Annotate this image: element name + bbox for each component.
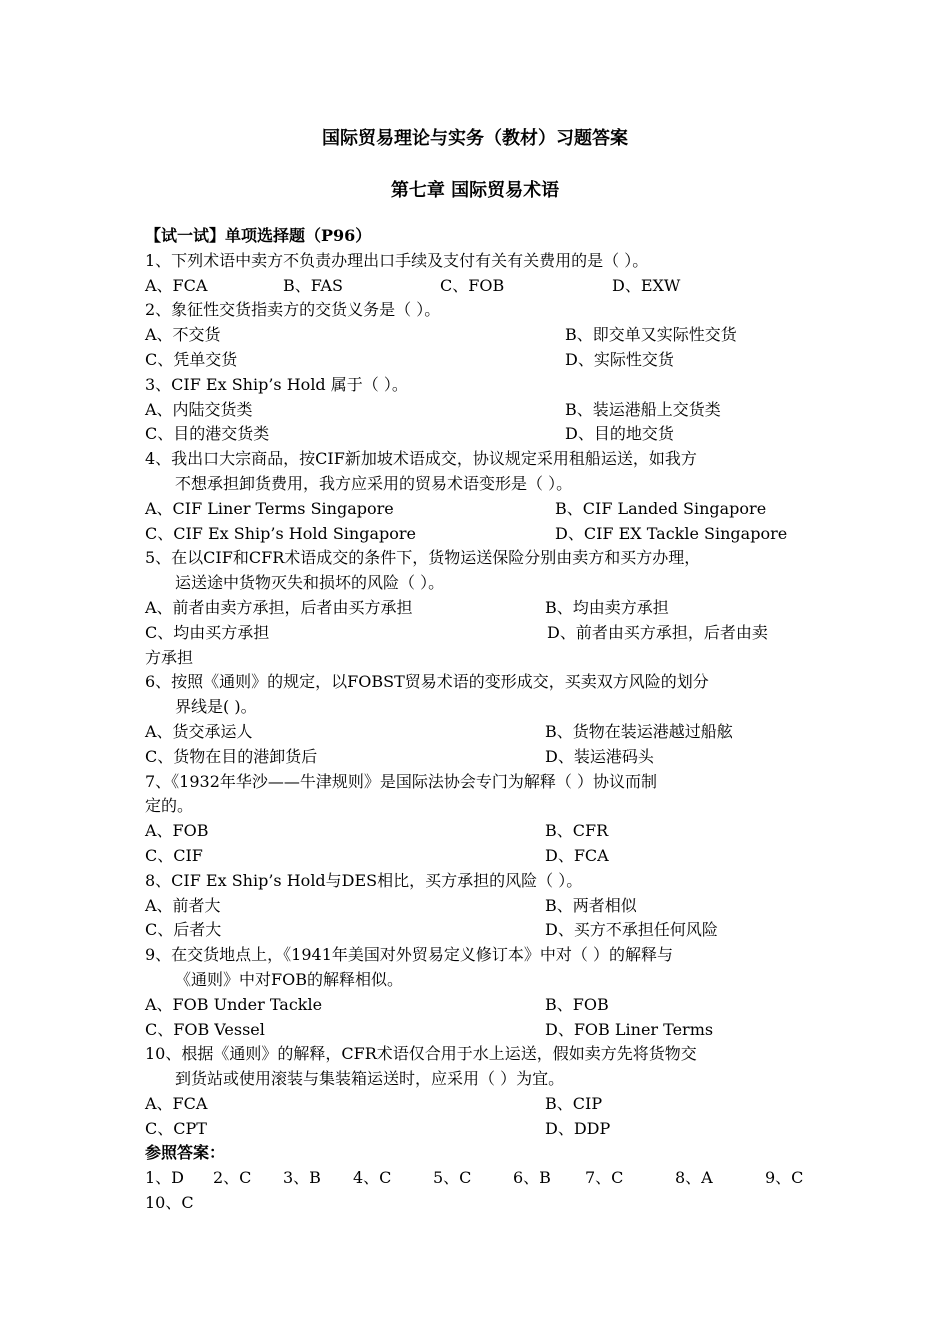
question-5-options-row-1: [145, 596, 810, 621]
question-5-stem-continued: 运送途中货物灭失和损坏的风险（ ）。: [175, 573, 445, 593]
answers-heading: 参照答案：: [145, 1143, 226, 1163]
question-9-options-row-2: [145, 1018, 810, 1043]
option-d: D、DDP: [545, 1118, 611, 1138]
option-d: D、EXW: [612, 275, 681, 295]
option-d: D、FCA: [545, 845, 609, 865]
question-7-stem: 7、《1932年华沙——牛津规则》是国际法协会专门为解释（ ）协议而制: [145, 771, 657, 791]
question-4-options-row-2: [145, 522, 810, 547]
option-b: B、装运港船上交货类: [565, 399, 721, 419]
question-7-stem-continued: 定的。: [145, 796, 194, 816]
option-d: D、实际性交货: [565, 349, 674, 369]
option-d: D、前者由买方承担，后者由卖: [547, 622, 768, 642]
question-6-options-row-2: [145, 745, 810, 770]
question-6-stem: 6、按照《通则》的规定，以FOBST贸易术语的变形成交，买卖双方风险的划分: [145, 672, 709, 692]
option-c: C、目的港交货类: [145, 424, 270, 444]
question-5-stem: 5、在以CIF和CFR术语成交的条件下，货物运送保险分别由卖方和买方办理，: [145, 548, 701, 568]
answer-6: 6、B: [513, 1168, 551, 1188]
option-c: C、CIF: [145, 845, 203, 865]
option-c: C、后者大: [145, 920, 222, 940]
question-2-options-row-2: [145, 348, 810, 373]
question-4-stem-continued: 不想承担卸货费用，我方应采用的贸易术语变形是（ ）。: [175, 473, 573, 493]
question-2-options-row-1: [145, 323, 810, 348]
answer-4: 4、C: [353, 1168, 392, 1188]
option-c: C、货物在目的港卸货后: [145, 746, 318, 766]
answer-1: 1、D: [145, 1168, 185, 1188]
question-3-stem: 3、CIF Ex Ship’s Hold 属于（ ）。: [145, 374, 408, 394]
option-a: A、FCA: [145, 275, 208, 295]
question-9-stem: 9、在交货地点上，《1941年美国对外贸易定义修订本》中对（ ）的解释与: [145, 945, 673, 965]
option-c: C、FOB: [440, 275, 505, 295]
option-a: A、前者由卖方承担，后者由买方承担: [145, 597, 413, 617]
question-8-options-row-2: [145, 918, 810, 943]
question-6-stem-continued: 界线是( )。: [175, 697, 257, 717]
question-3-options-row-2: [145, 422, 810, 447]
answers-row-2: [145, 1191, 810, 1216]
option-b: B、即交单又实际性交货: [565, 325, 737, 345]
question-6-options-row-1: [145, 720, 810, 745]
option-d: D、买方不承担任何风险: [545, 920, 718, 940]
answers-row-1: [145, 1166, 810, 1191]
option-a: A、FOB: [145, 821, 209, 841]
chapter-title: 第七章 国际贸易术语: [390, 180, 560, 201]
question-1-stem: 1、下列术语中卖方不负责办理出口手续及支付有关有关费用的是（ ）。: [145, 250, 649, 270]
option-c: C、凭单交货: [145, 349, 238, 369]
question-5-option-d-wrap: 方承担: [145, 647, 194, 667]
option-b: B、CFR: [545, 821, 609, 841]
option-c: C、CPT: [145, 1118, 207, 1138]
option-a: A、货交承运人: [145, 721, 253, 741]
answer-9: 9、C: [765, 1168, 804, 1188]
question-4-options-row-1: [145, 497, 810, 522]
option-b: B、两者相似: [545, 895, 637, 915]
answer-5: 5、C: [433, 1168, 472, 1188]
option-b: B、CIF Landed Singapore: [555, 498, 767, 518]
question-5-options-row-2: [145, 621, 810, 646]
answer-3: 3、B: [283, 1168, 321, 1188]
option-d: D、CIF EX Tackle Singapore: [555, 523, 788, 543]
question-8-stem: 8、CIF Ex Ship’s Hold与DES相比，买方承担的风险（ ）。: [145, 870, 583, 890]
option-c: C、FOB Vessel: [145, 1019, 265, 1039]
question-9-options-row-1: [145, 993, 810, 1018]
document-title: 国际贸易理论与实务（教材）习题答案: [322, 128, 628, 149]
question-1-options: [145, 274, 810, 299]
option-b: B、货物在装运港越过船舷: [545, 721, 733, 741]
option-b: B、CIP: [545, 1093, 603, 1113]
question-9-stem-continued: 《通则》中对FOB的解释相似。: [175, 969, 403, 989]
option-a: A、FOB Under Tackle: [145, 994, 323, 1014]
question-4-stem: 4、我出口大宗商品，按CIF新加坡术语成交，协议规定采用租船运送，如我方: [145, 449, 697, 469]
answer-7: 7、C: [585, 1168, 624, 1188]
section-heading: 【试一试】单项选择题（P96）: [145, 226, 372, 245]
question-2-stem: 2、象征性交货指卖方的交货义务是（ ）。: [145, 300, 441, 320]
option-a: A、不交货: [145, 325, 221, 345]
option-a: A、内陆交货类: [145, 399, 253, 419]
question-7-options-row-1: [145, 819, 810, 844]
option-c: C、均由买方承担: [145, 622, 270, 642]
option-d: D、装运港码头: [545, 746, 654, 766]
answer-8: 8、A: [675, 1168, 713, 1188]
question-10-stem: 10、根据《通则》的解释，CFR术语仅合用于水上运送，假如卖方先将货物交: [145, 1044, 697, 1064]
option-b: B、均由卖方承担: [545, 597, 669, 617]
answer-10: 10、C: [145, 1193, 194, 1213]
option-b: B、FAS: [283, 275, 343, 295]
option-d: D、目的地交货: [565, 424, 674, 444]
question-10-options-row-2: [145, 1117, 810, 1142]
option-a: A、CIF Liner Terms Singapore: [145, 498, 394, 518]
option-b: B、FOB: [545, 994, 609, 1014]
exercise-content: [145, 224, 810, 1216]
answer-2: 2、C: [213, 1168, 252, 1188]
question-8-options-row-1: [145, 894, 810, 919]
question-10-stem-continued: 到货站或使用滚装与集装箱运送时，应采用（ ）为宜。: [175, 1069, 565, 1089]
question-10-options-row-1: [145, 1092, 810, 1117]
option-c: C、CIF Ex Ship’s Hold Singapore: [145, 523, 416, 543]
question-7-options-row-2: [145, 844, 810, 869]
option-a: A、前者大: [145, 895, 221, 915]
option-d: D、FOB Liner Terms: [545, 1019, 714, 1039]
question-3-options-row-1: [145, 398, 810, 423]
option-a: A、FCA: [145, 1093, 208, 1113]
